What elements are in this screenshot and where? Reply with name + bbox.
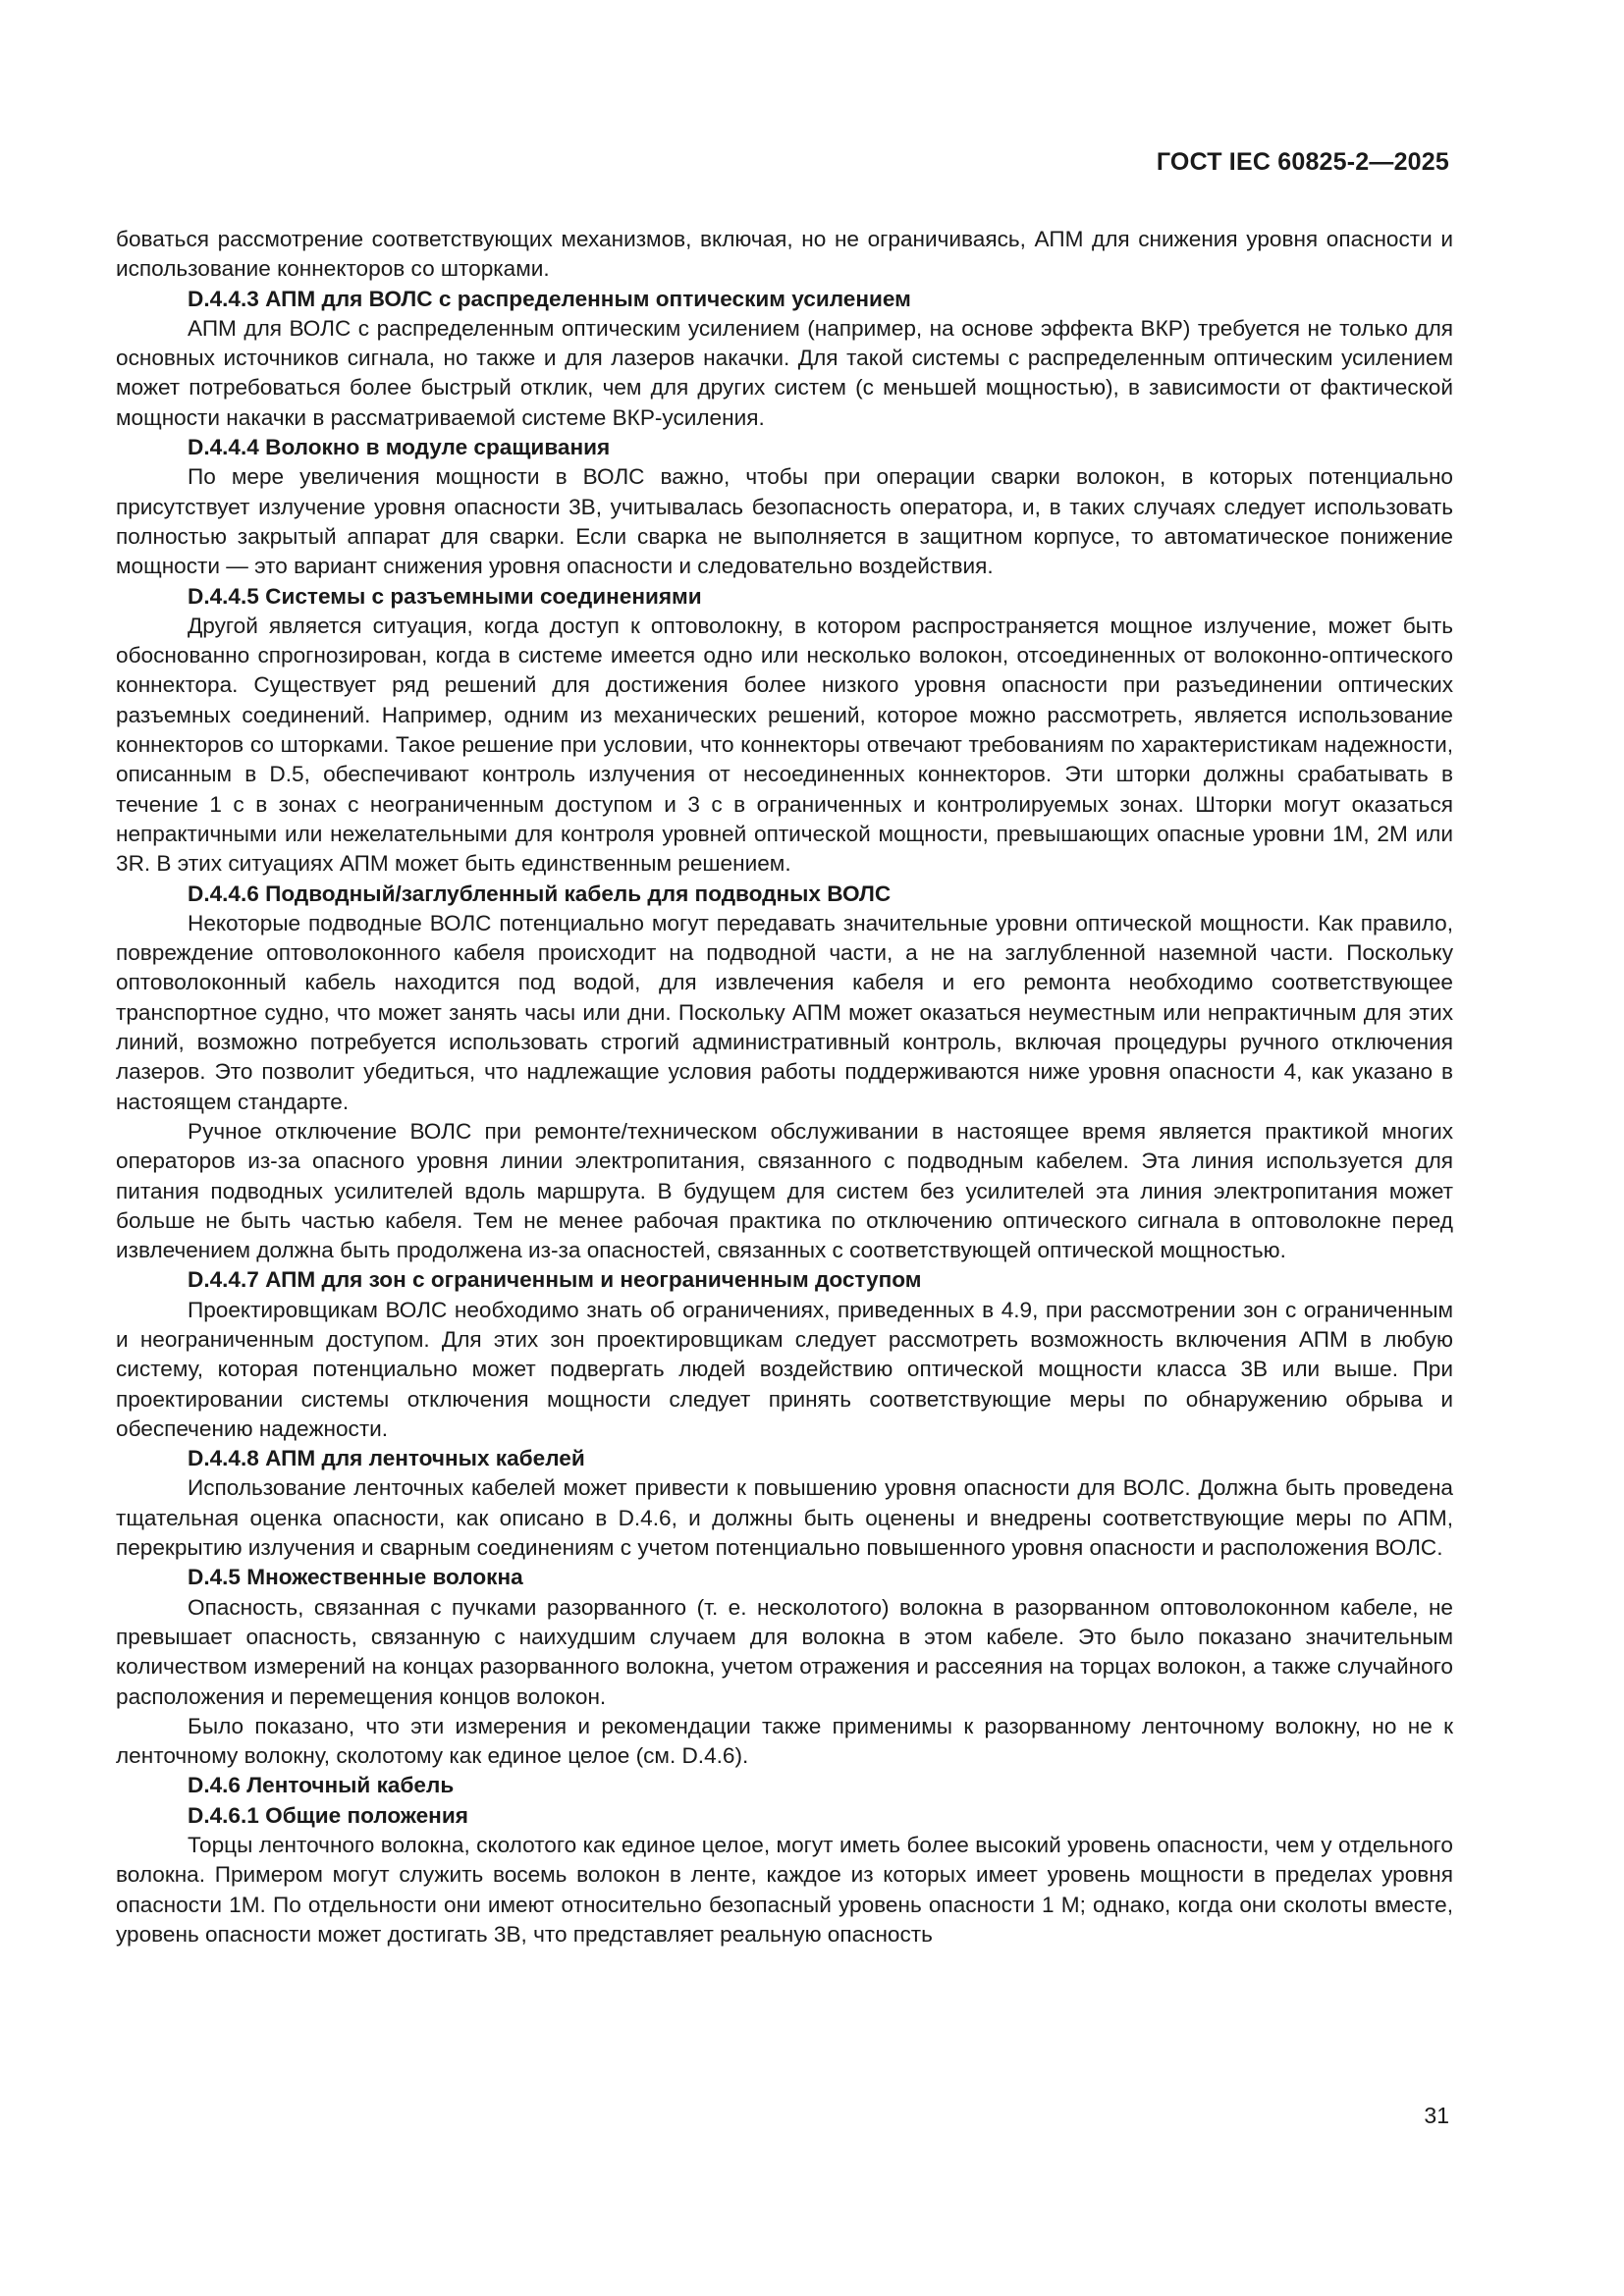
document-body <box>116 225 1453 1949</box>
body-paragraph: Некоторые подводные ВОЛС потенциально могут передавать значительные уровни оптической мощности. Как правило, повреждение оптоволоконного кабеля происходит на подводной части, а не на заглубленной наземной части. Поскольку оптоволоконный кабель находится под водой, для извлечения кабеля и его ремонта необходимо соответствующее транспортное судно, что может занять часы или дни. Поскольку АПМ может оказаться неуместным или непрактичным для этих линий, возможно потребуется использовать строгий административный контроль, включая процедуры ручного отключения лазеров. Это позволит убедиться, что надлежащие условия работы поддерживаются ниже уровня опасности 4, как указано в настоящем стандарте. <box>116 910 1453 1114</box>
page-number: 31 <box>1424 2103 1449 2128</box>
body-paragraph: Другой является ситуация, когда доступ к оптоволокну, в котором распространяется мощное излучение, может быть обоснованно спрогнозирован, когда в системе имеется одно или несколько волокон, отсоединенных от волоконно-оптического коннектора. Существует ряд решений для достижения более низкого уровня опасности при разъединении оптических разъемных соединений. Например, одним из механических решений, которое можно рассмотреть, является использование коннекторов со шторками. Такое решение при условии, что коннекторы отвечают требованиям по характеристикам надежности, описанным в D.5, обеспечивают контроль излучения от несоединенных коннекторов. Эти шторки должны срабатывать в течение 1 с в зонах с неограниченным доступом и 3 с в ограниченных и контролируемых зонах. Шторки могут оказаться непрактичными или нежелательными для контроля уровней оптической мощности, превышающих опасные уровни 1М, 2М или 3R. В этих ситуациях АПМ может быть единственным решением. <box>116 613 1453 877</box>
document-header: ГОСТ IEC 60825-2—2025 <box>1156 148 1449 176</box>
section-heading: D.4.6 Ленточный кабель <box>188 1773 455 1798</box>
body-paragraph: Было показано, что эти измерения и рекомендации также применимы к разорванному ленточному волокну, но не к ленточному волокну, сколотому как единое целое (см. D.4.6). <box>116 1713 1453 1769</box>
body-paragraph: боваться рассмотрение соответствующих механизмов, включая, но не ограничиваясь, АПМ для снижения уровня опасности и использование коннекторов со шторками. <box>116 227 1453 282</box>
body-paragraph: Ручное отключение ВОЛС при ремонте/техническом обслуживании в настоящее время является практикой многих операторов из-за опасного уровня линии электропитания, связанного с подводным кабелем. Эта линия используется для питания подводных усилителей вдоль маршрута. В будущем для систем без усилителей эта линия электропитания может больше не быть частью кабеля. Тем не менее рабочая практика по отключению оптического сигнала в оптоволокне перед извлечением должна быть продолжена из-за опасностей, связанных с соответствующей оптической мощностью. <box>116 1118 1453 1263</box>
section-heading: D.4.4.7 АПМ для зон с ограниченным и неограниченным доступом <box>188 1267 922 1293</box>
body-paragraph: По мере увеличения мощности в ВОЛС важно, чтобы при операции сварки волокон, в которых потенциально присутствует излучение уровня опасности 3В, учитывалась безопасность оператора, и, в таких случаях следует использовать полностью закрытый аппарат для сварки. Если сварка не выполняется в защитном корпусе, то автоматическое понижение мощности — это вариант снижения уровня опасности и следовательно воздействия. <box>116 464 1453 579</box>
section-heading: D.4.4.6 Подводный/заглубленный кабель для подводных ВОЛС <box>188 881 892 906</box>
section-heading: D.4.4.4 Волокно в модуле сращивания <box>188 435 611 460</box>
section-heading: D.4.4.3 АПМ для ВОЛС с распределенным оптическим усилением <box>188 286 911 311</box>
body-paragraph: Проектировщикам ВОЛС необходимо знать об ограничениях, приведенных в 4.9, при рассмотрении зон с ограниченным и неограниченным доступом. Для этих зон проектировщикам следует рассмотреть возможность включения АПМ в любую систему, которая потенциально может подвергать людей воздействию оптической мощности класса 3В или выше. При проектировании системы отключения мощности следует принять соответствующие меры по обнаружению обрыва и обеспечению надежности. <box>116 1297 1453 1441</box>
body-paragraph: АПМ для ВОЛС с распределенным оптическим усилением (например, на основе эффекта ВКР) требуется не только для основных источников сигнала, но также и для лазеров накачки. Для такой системы с распределенным оптическим усилением может потребоваться более быстрый отклик, чем для других систем (с меньшей мощностью), в зависимости от фактической мощности накачки в рассматриваемой системе ВКР-усиления. <box>116 315 1453 430</box>
body-paragraph: Опасность, связанная с пучками разорванного (т. е. несколотого) волокна в разорванном оптоволоконном кабеле, не превышает опасность, связанную с наихудшим случаем для волокна в этом кабеле. Это было показано значительным количеством измерений на концах разорванного волокна, учетом отражения и рассеяния на торцах волокон, а также случайного расположения и перемещения концов волокон. <box>116 1594 1453 1709</box>
section-heading: D.4.5 Множественные волокна <box>188 1565 523 1590</box>
body-paragraph: Торцы ленточного волокна, сколотого как единое целое, могут иметь более высокий уровень опасности, чем у отдельного волокна. Примером могут служить восемь волокон в ленте, каждое из которых имеет уровень мощности в пределах уровня опасности 1М. По отдельности они имеют относительно безопасный уровень опасности 1 М; однако, когда они сколоты вместе, уровень опасности может достигать 3В, что представляет реальную опасность <box>116 1833 1453 1947</box>
section-heading: D.4.4.8 АПМ для ленточных кабелей <box>188 1446 585 1471</box>
section-heading: D.4.4.5 Системы с разъемными соединениями <box>188 583 702 609</box>
section-heading: D.4.6.1 Общие положения <box>188 1802 468 1828</box>
body-paragraph: Использование ленточных кабелей может привести к повышению уровня опасности для ВОЛС. Должна быть проведена тщательная оценка опасности, как описано в D.4.6, и должны быть оценены и внедрены соответствующие меры по АПМ, перекрытию излучения и сварным соединениям с учетом потенциально повышенного уровня опасности и расположения ВОЛС. <box>116 1475 1453 1561</box>
